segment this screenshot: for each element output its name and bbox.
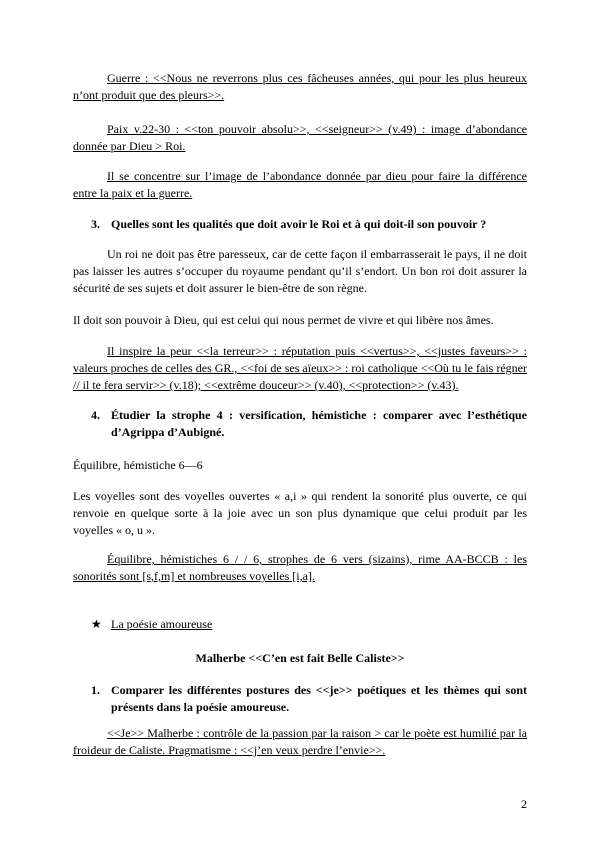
star-icon: ★	[91, 617, 102, 631]
question-4-text: Étudier la strophe 4 : versification, hémistiche : comparer avec l’esthétique d’Agrippa d’Aubigné.	[111, 408, 527, 439]
poem-title: Malherbe <<C’en est fait Belle Caliste>>	[195, 651, 405, 665]
paragraph-hemistiches: Équilibre, hémistiches 6 / / 6, strophes de 6 vers (sizains), rime AA-BCCB : les sonorités sont [s,f,m] et nombreuses voyelles [i,a].	[73, 552, 527, 583]
question-4-number: 4.	[91, 408, 100, 422]
section-heading	[91, 616, 212, 633]
paragraph-pouvoir-dieu: Il doit son pouvoir à Dieu, qui est celui qui nous permet de vivre et qui libère nos âmes.	[73, 313, 494, 327]
section-label: La poésie amoureuse	[111, 617, 213, 631]
paragraph-concentre: Il se concentre sur l’image de l’abondance donnée par dieu pour faire la différence entre la paix et la guerre.	[73, 169, 527, 200]
question-1-text: Comparer les différentes postures des <<je>> poétiques et les thèmes qui sont présents dans la poésie amoureuse.	[111, 683, 527, 714]
paragraph-paix: Paix v.22-30 : <<ton pouvoir absolu>>, <<seigneur>> (v.49) : image d’abondance donnée par Dieu > Roi.	[73, 122, 527, 153]
question-1	[91, 682, 527, 716]
question-3-number: 3.	[91, 217, 100, 231]
paragraph-equilibre: Équilibre, hémistiche 6—6	[73, 458, 203, 472]
question-1-number: 1.	[91, 683, 100, 697]
paragraph-guerre: Guerre : <<Nous ne reverrons plus ces fâcheuses années, qui pour les plus heureux n’ont produit que des pleurs>>.	[73, 71, 527, 102]
page-number: 2	[521, 797, 527, 811]
paragraph-voyelles: Les voyelles sont des voyelles ouvertes « a,i » qui rendent la sonorité plus ouverte, ce qui renvoie en quelque sorte à la joie avec un son plus dynamique que celui produit par les voyelles « o, u ».	[73, 489, 527, 537]
paragraph-roi: Un roi ne doit pas être paresseux, car de cette façon il embarrasserait le pays, il ne doit pas laisser les autres s’occuper du royaume pendant qu’il s’endort. Un bon roi doit assurer la sécurité de ses sujets et doit assurer le bien-être de son règne.	[73, 247, 527, 295]
question-3	[91, 216, 527, 233]
question-3-text: Quelles sont les qualités que doit avoir le Roi et à qui doit-il son pouvoir ?	[111, 217, 487, 231]
paragraph-je-malherbe: <<Je>> Malherbe : contrôle de la passion par la raison > car le poète est humilié par la froideur de Caliste. Pragmatisme : <<j’en veux perdre l’envie>>.	[73, 726, 527, 757]
paragraph-inspire-peur: Il inspire la peur <<la terreur>> : réputation puis <<vertus>>, <<justes faveurs>> : valeurs proches de celles des GR., <<foi de ses aïeux>> : roi catholique <<Où tu le fais régner // il te fera servir>> (v.18); <<extrême douceur>> (v.40), <<protection>> (v.43).	[73, 344, 527, 392]
question-4	[91, 407, 527, 441]
